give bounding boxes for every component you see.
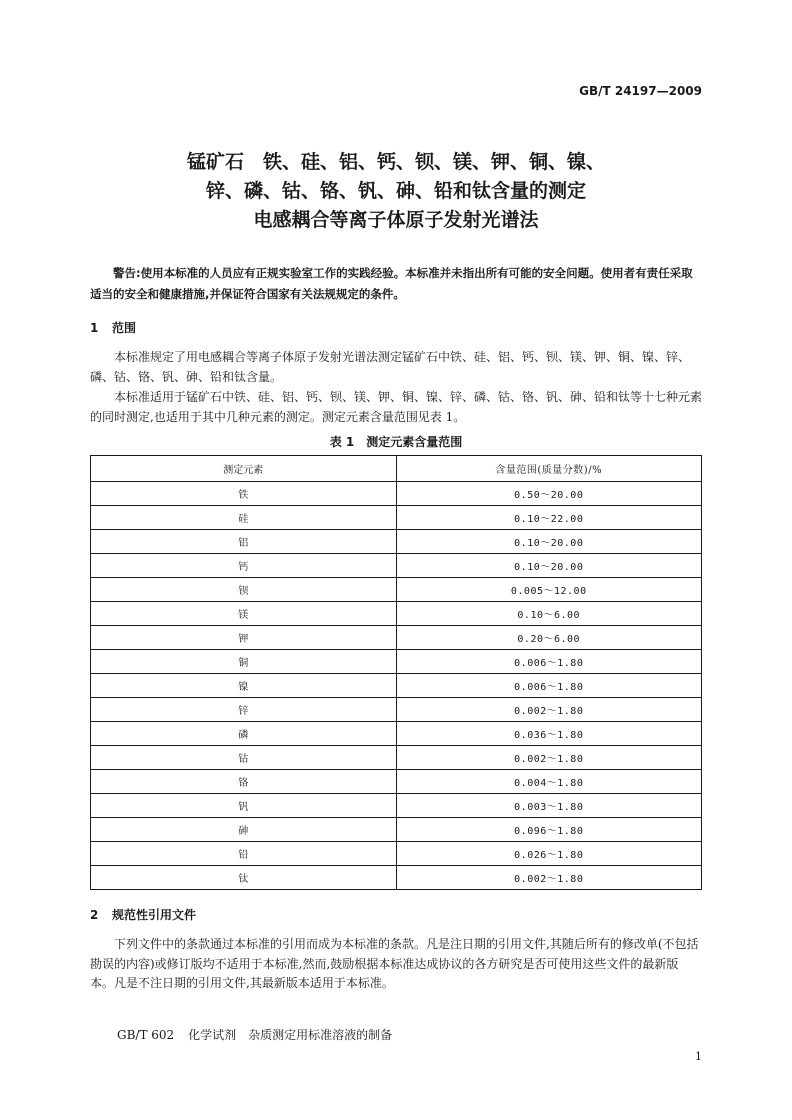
element-cell: 钒 (91, 794, 397, 818)
references-paragraph: 下列文件中的条款通过本标准的引用而成为本标准的条款。凡是注日期的引用文件,其随后所有的修改单(不包括勘误的内容)或修订版均不适用于本标准,然而,鼓励根据本标准达成协议的各方研究是否可使用这些文件的最新版本。凡是不注日期的引用文件,其最新版本适用于本标准。 (90, 937, 699, 990)
table-row (91, 602, 702, 626)
range-cell: 0.10～20.00 (396, 530, 702, 554)
element-cell: 砷 (91, 818, 397, 842)
table-row (91, 554, 702, 578)
page-number: 1 (695, 1050, 702, 1063)
table-row (91, 506, 702, 530)
table-row (91, 842, 702, 866)
table-row (91, 578, 702, 602)
scope-paragraph-2: 本标准适用于锰矿石中铁、硅、铝、钙、钡、镁、钾、铜、镍、锌、磷、钴、铬、钒、砷、铅和钛等十七种元素的同时测定,也适用于其中几种元素的测定。测定元素含量范围见表 1。 (90, 390, 703, 424)
table-1-caption: 表 1 测定元素含量范围 (329, 435, 463, 449)
table-row (91, 866, 702, 890)
element-cell: 钛 (91, 866, 397, 890)
range-cell: 0.096～1.80 (396, 818, 702, 842)
element-cell: 钾 (91, 626, 397, 650)
range-cell: 0.002～1.80 (396, 866, 702, 890)
element-cell: 铅 (91, 842, 397, 866)
table-row (91, 722, 702, 746)
scope-paragraph-1: 本标准规定了用电感耦合等离子体原子发射光谱法测定锰矿石中铁、硅、铝、钙、钡、镁、钾、铜、镍、锌、磷、钴、铬、钒、砷、铅和钛含量。 (90, 350, 691, 384)
title-line-2: 锌、磷、钴、铬、钒、砷、铅和钛含量的测定 (205, 180, 586, 202)
title-line-1: 锰矿石 铁、硅、铝、钙、钡、镁、钾、铜、镍、 (186, 151, 605, 173)
section-2-title: 规范性引用文件 (112, 908, 197, 922)
range-cell: 0.10～22.00 (396, 506, 702, 530)
section-2-number: 2 (90, 908, 99, 922)
table-row (91, 770, 702, 794)
safety-warning: 警告:使用本标准的人员应有正规实验室工作的实践经验。本标准并未指出所有可能的安全问题。使用者有责任采取适当的安全和健康措施,并保证符合国家有关法规规定的条件。 (90, 266, 693, 301)
element-cell: 铜 (91, 650, 397, 674)
table-row (91, 650, 702, 674)
element-cell: 钴 (91, 746, 397, 770)
header-range: 含量范围(质量分数)/% (396, 456, 702, 482)
range-cell: 0.006～1.80 (396, 650, 702, 674)
element-cell: 钡 (91, 578, 397, 602)
element-cell: 磷 (91, 722, 397, 746)
element-cell: 铬 (91, 770, 397, 794)
element-cell: 镍 (91, 674, 397, 698)
element-cell: 锌 (91, 698, 397, 722)
element-cell: 钙 (91, 554, 397, 578)
reference-title: 化学试剂 杂质测定用标准溶液的制备 (188, 1028, 393, 1042)
table-body (91, 482, 702, 890)
range-cell: 0.003～1.80 (396, 794, 702, 818)
element-range-table (90, 455, 702, 890)
range-cell: 0.002～1.80 (396, 746, 702, 770)
table-row (91, 746, 702, 770)
range-cell: 0.036～1.80 (396, 722, 702, 746)
element-cell: 铝 (91, 530, 397, 554)
header-element: 测定元素 (91, 456, 397, 482)
table-row (91, 818, 702, 842)
table-row (91, 626, 702, 650)
range-cell: 0.005～12.00 (396, 578, 702, 602)
range-cell: 0.20～6.00 (396, 626, 702, 650)
element-cell: 铁 (91, 482, 397, 506)
reference-code: GB/T 602 (117, 1028, 175, 1042)
range-cell: 0.10～6.00 (396, 602, 702, 626)
range-cell: 0.10～20.00 (396, 554, 702, 578)
element-cell: 硅 (91, 506, 397, 530)
section-2-heading (90, 906, 196, 923)
table-header-row (91, 456, 702, 482)
range-cell: 0.026～1.80 (396, 842, 702, 866)
section-1-heading (90, 319, 136, 336)
element-cell: 镁 (91, 602, 397, 626)
range-cell: 0.50～20.00 (396, 482, 702, 506)
title-line-3: 电感耦合等离子体原子发射光谱法 (253, 209, 539, 231)
section-1-number: 1 (90, 321, 99, 335)
table-row (91, 530, 702, 554)
range-cell: 0.006～1.80 (396, 674, 702, 698)
table-row (91, 698, 702, 722)
table-row (91, 482, 702, 506)
table-row (91, 794, 702, 818)
standard-code: GB/T 24197—2009 (579, 84, 702, 98)
range-cell: 0.002～1.80 (396, 698, 702, 722)
reference-entry (117, 1026, 392, 1043)
table-row (91, 674, 702, 698)
range-cell: 0.004～1.80 (396, 770, 702, 794)
document-title (0, 148, 792, 235)
section-1-title: 范围 (112, 321, 137, 335)
